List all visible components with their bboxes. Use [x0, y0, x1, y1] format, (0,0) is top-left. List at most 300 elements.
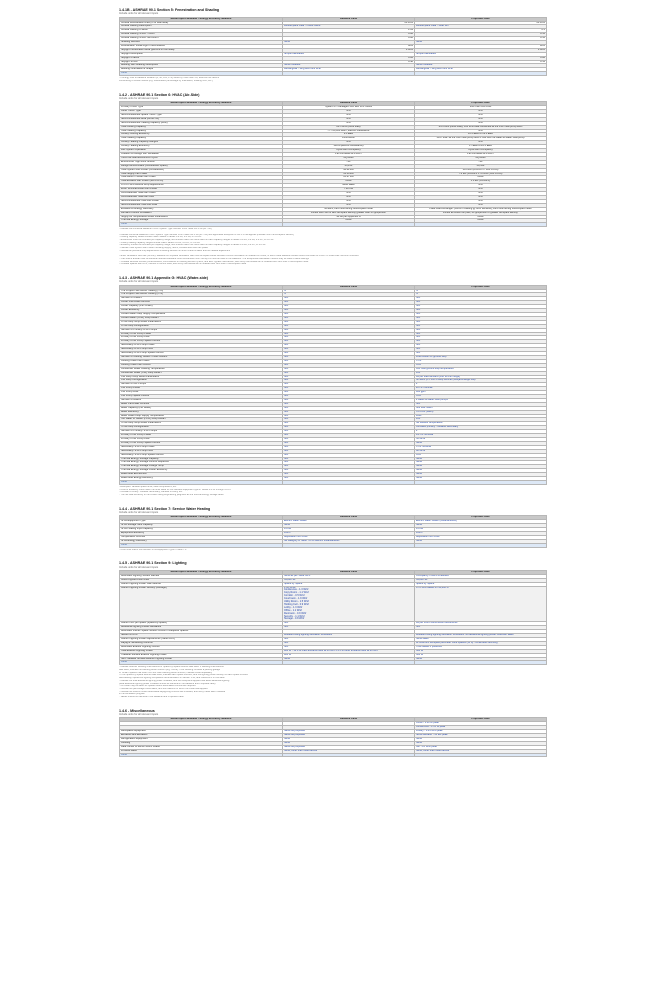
proposed-cell: None	[415, 539, 547, 543]
proposed-cell: N	[415, 293, 547, 297]
proposed-cell: 3 HP	[415, 359, 547, 363]
section-hvac-air	[119, 93, 546, 266]
proposed-cell: N/A	[415, 344, 547, 348]
parameter-cell: Thermal Energy Storage Chiller Efficiency	[120, 469, 283, 473]
baseline-cell: N/A	[283, 457, 415, 461]
baseline-cell: 0.88	[283, 37, 415, 41]
parameter-cell: HVAC Air-side Economizer Cycle	[120, 156, 283, 160]
footnote: ³ Indicate the total additional lighting power modeled, and the exceptions applied that allow additional lighting	[119, 679, 230, 682]
proposed-cell: As per 100% construction documents	[415, 622, 547, 626]
baseline-cell: None	[283, 737, 415, 741]
footnote: ¹ Units must match the relevant SHW Equipment Type in Table 7.8	[119, 548, 187, 551]
baseline-cell: 75F	[283, 160, 415, 164]
proposed-cell: 2	[415, 430, 547, 434]
footnote: ⁴ Efficiencies must be recorded per capacity range, and should match the units used for each capacity ranges in tables 6.8.1A, 6.8.1B, 6.8.1C, or 6.8.1D	[119, 239, 274, 242]
parameter-cell: Secondary HHW Pump Speed Control	[120, 453, 283, 457]
parameter-cell: Primary HHW Pump Speed Control	[120, 441, 283, 445]
baseline-cell: 100% (Electric Resistance)	[283, 145, 415, 149]
baseline-cell: N/A	[283, 320, 415, 324]
parameter-cell: The Project Has District Heating (Y/N)	[120, 289, 283, 293]
proposed-cell: 38,538	[415, 164, 547, 168]
parameter-cell: SHW Heating Input Capacity	[120, 528, 283, 532]
parameter-cell: Economizer High-Limit Shutoff	[120, 160, 283, 164]
proposed-cell: N/A	[415, 328, 547, 332]
header-proposed: Proposed Case	[415, 516, 547, 520]
baseline-cell: 0.86	[283, 56, 415, 60]
parameter-cell: Fenestration Visual Light Transmittance	[120, 44, 283, 48]
parameter-cell: Gross Lighted Floor Area	[120, 578, 283, 582]
baseline-cell: N/A	[283, 355, 415, 359]
baseline-cell: N/A	[283, 313, 415, 317]
header-baseline: Baseline Case	[283, 718, 415, 722]
proposed-cell: As per load demand (35F to 85F range)	[415, 375, 547, 379]
proposed-cell: 2 water-to-water heat pumps	[415, 398, 547, 402]
section-subtitle: Include units for all relevant inputs	[119, 97, 159, 101]
footnote: ¹ Indicate the ASHRAE Baseline HVAC System Type Number From Table G3.1.1B (#1 - #8)	[119, 228, 212, 231]
proposed-cell: Electric water heater (instantaneous)	[415, 520, 547, 524]
table-row	[120, 661, 547, 665]
proposed-cell: N/A	[415, 348, 547, 352]
table-row	[120, 72, 547, 76]
proposed-cell: 75F	[415, 160, 547, 164]
parameter-cell: CW Pump Flow	[120, 391, 283, 395]
baseline-cell: N/A	[283, 117, 415, 121]
header-parameter: Model Input Parameter / Energy Efficiency Measure	[120, 102, 283, 106]
footnote: ⁹ Enter ventilation flow rate (cfm/ft2). Baseline & Proposed ventilation rate must be equal unless Demand Control Ventilation is modeled for credit, in which case Baseline should reflect ASHRAE 62.1-2007 or local code minimum volumes	[119, 255, 359, 258]
baseline-cell	[283, 543, 415, 547]
baseline-cell: 13.27 kW	[283, 176, 415, 180]
proposed-cell: 40%	[415, 44, 547, 48]
proposed-cell: N/A	[415, 203, 547, 207]
proposed-cell: N/A	[415, 626, 547, 630]
parameter-cell: CW Pump Speed Control	[120, 395, 283, 399]
parameter-cell: Hot Water or Steam (HHW) Loop Delta-T	[120, 418, 283, 422]
section-title: 1.4.1B - ASHRAE 90.1 Section 5: Fenestration and Shading	[119, 8, 220, 12]
proposed-cell: None	[415, 219, 547, 223]
parameter-cell: Automatic Interior Space Shutoff Control in Required Spaces	[120, 630, 283, 634]
parameter-cell: Total Exhaust Fan Power (fed to AHU)	[120, 180, 283, 184]
table-row	[120, 543, 547, 547]
baseline-cell: 9.5 EER	[283, 133, 415, 137]
baseline-cell: N/A	[283, 469, 415, 473]
baseline-cell: Dry-Bulb	[283, 156, 415, 160]
baseline-cell: None modeled	[283, 64, 415, 68]
parameter-cell: Demand Control Ventilation	[120, 211, 283, 215]
lpd-proposed-value: 0.78 W/sf based on 34,800 sf	[415, 586, 547, 622]
baseline-cell: Same as proposed	[283, 745, 415, 749]
parameter-cell: CW Pump Power	[120, 387, 283, 391]
footnote: was used, indicate the Building Area Function (e.g. Office). If the Building includes a parking garage	[119, 669, 221, 672]
proposed-cell: 10F	[415, 418, 547, 422]
footnote: ⁷ Indicate Total System Fan Power including supply, return, exhaust and relief fan power	[119, 247, 209, 250]
proposed-cell: N/A	[415, 297, 547, 301]
proposed-cell: 16.3 EER to 19.5 EER	[415, 133, 547, 137]
baseline-cell: 80.5 tons (block load)	[283, 125, 415, 129]
parameter-cell: Temperature Controls	[120, 535, 283, 539]
fenestration-table	[119, 17, 547, 77]
parameter-cell: Unitary Cooling Efficiency	[120, 133, 283, 137]
baseline-cell: 1950 kBtuh	[283, 137, 415, 141]
header-proposed: Proposed Case	[415, 17, 547, 21]
parameter-cell: Semi-conditioned Area (Gross SF)	[120, 117, 283, 121]
baseline-cell: 7.22 kW	[283, 188, 415, 192]
proposed-cell: 10F	[415, 371, 547, 375]
lpd-space-line: 1.02 W/SF	[284, 586, 296, 589]
footnote: ¹⁰ Fan flow & annual must be identical reduced standard motor efficiencies from Vicinity 14 must be used in the Baseline. The exceptional calculation method may be used to allow savings	[119, 257, 309, 260]
parameter-cell: The Project Has District Cooling (Y/N)	[120, 293, 283, 297]
parameter-cell: CHW Loop Configuration	[120, 324, 283, 328]
lpd-method-proposed: Space by Space	[415, 582, 547, 586]
baseline-cell: Adjustable from 120F	[283, 535, 415, 539]
parameter-cell: CW Loop Temp Reset Parameters	[120, 375, 283, 379]
footnote: in the simulation program	[119, 693, 145, 696]
proposed-cell: None	[415, 657, 547, 661]
parameter-cell: Primary HHW Pump Flow	[120, 438, 283, 442]
section-title: 1.4.5 - ASHRAE 90.1 Section 9: Lighting	[119, 561, 187, 566]
proposed-cell: Modeled using lighting utilization schedules. No additional lighting power reduction taken	[415, 634, 547, 638]
baseline-cell: N/A	[283, 375, 415, 379]
baseline-cell: N/A	[283, 301, 415, 305]
parameter-cell: Chilled Water Loop Supply Temperature	[120, 313, 283, 317]
baseline-cell: N/A	[283, 645, 415, 649]
baseline-cell: 13 kW	[283, 528, 415, 532]
baseline-cell: N/A	[283, 379, 415, 383]
baseline-cell: 60%	[283, 44, 415, 48]
parameter-cell: Chiller Efficiency	[120, 309, 283, 313]
header-proposed: Proposed Case	[415, 570, 547, 574]
proposed-cell: N/A	[415, 336, 547, 340]
proposed-cell: N/A	[415, 340, 547, 344]
baseline-cell: 100%	[283, 531, 415, 535]
baseline-cell: None	[283, 180, 415, 184]
proposed-cell: Conference - 1.15 W peak	[415, 726, 547, 730]
proposed-cell: None	[415, 469, 547, 473]
lpd-space-line: Utility Room - 1.5 W/sf	[284, 600, 309, 604]
parameter-cell: SHW Equipment Type	[120, 520, 283, 524]
parameter-cell: Cooling Tower Fan Power	[120, 359, 283, 363]
footnote: Alternatively, upload the lighting compliance documentation in Section 1.10, and reference it in this table	[119, 677, 225, 680]
proposed-cell: N/A	[415, 192, 547, 196]
header-baseline: Baseline Case	[283, 570, 415, 574]
parameter-cell: Other	[120, 543, 283, 547]
parameter-cell: Total Exterior Lighting Power	[120, 649, 283, 653]
proposed-cell: None	[415, 176, 547, 180]
baseline-cell: N/A	[283, 626, 415, 630]
lpd-method-baseline: Space by Space	[283, 582, 415, 586]
footnote: ⁴ The full load efficiency of the chillers using engineering judgment as the thermal energy storage tanks	[119, 494, 224, 496]
parameter-cell: Exhaust Air Energy Recovery	[120, 207, 283, 211]
parameter-cell: Building Self-Shading Description	[120, 64, 283, 68]
proposed-cell: Fluid cooler for ground loop	[415, 355, 547, 359]
header-parameter: Model Input Parameter / Energy Efficiency Measure	[120, 570, 283, 574]
parameter-cell: Number of Cooling Towers / Fluid Coolers	[120, 355, 283, 359]
proposed-cell: 84.9 tons (block load), 100 tons total connected at the VRF heat pump level	[415, 125, 547, 129]
baseline-cell: 1.00%	[283, 48, 415, 52]
baseline-cell	[283, 223, 415, 227]
parameter-cell: Number of Primary CHW Pumps	[120, 328, 283, 332]
proposed-cell: 20 HP nominal	[415, 387, 547, 391]
baseline-cell: N/A	[283, 383, 415, 387]
parameter-cell: Secondary CHW Pump Speed Control	[120, 352, 283, 356]
footnote: ¹ If energy cost to Baseline Rotation (0, 90, 180, 270) varies by more than 5%, describe the factors	[119, 77, 219, 80]
proposed-cell: N/A	[415, 316, 547, 320]
proposed-cell: N/A	[415, 121, 547, 125]
section-notes	[119, 77, 546, 82]
proposed-cell: N/A	[415, 199, 547, 203]
hvac-air-table	[119, 101, 547, 227]
section-title: 1.4.3 - ASHRAE 90.1 Appendix G: HVAC (Water-side)	[119, 276, 208, 281]
footnote: ³ Constant Primary / Variable Secondary, Variable Primary, etc.	[119, 491, 183, 494]
proposed-cell: N/A	[415, 305, 547, 309]
baseline-cell: 31.59 kW	[283, 172, 415, 176]
footnote: ³ Cooling capacity values should match values in tables 6.8.1A, 6.8.1B, or 6.8.1D	[119, 236, 202, 239]
parameter-cell: Skylight Description	[120, 52, 283, 56]
proposed-cell: Office - 1.10 W peak	[415, 722, 547, 726]
lpd-space-line: Lobby - 1.3 W/sf	[284, 605, 303, 609]
parameter-cell: Number of Primary HHW Pumps	[120, 430, 283, 434]
lpd-method-label: Interior Lighting Power Calc Method	[120, 582, 283, 586]
parameter-cell: Supply Air Temperature Reset Parameters	[120, 215, 283, 219]
parameter-cell: HHW Loop Configuration	[120, 426, 283, 430]
header-proposed: Proposed Case	[415, 102, 547, 106]
parameter-cell: Condenser Water Leaving Temperature	[120, 367, 283, 371]
parameter-cell: Thermal Energy Storage	[120, 219, 283, 223]
parameter-cell: Water-side Economizer	[120, 473, 283, 477]
proposed-cell: VFD	[415, 395, 547, 399]
proposed-cell: Zones as shown on plan, 40 ppl/person or greater occupant density	[415, 211, 547, 215]
parameter-cell: Chiller Capacity (Per Chiller)	[120, 305, 283, 309]
parameter-cell: Primary HVAC Type	[120, 106, 283, 110]
baseline-cell: N/A	[283, 641, 415, 645]
baseline-cell: N	[283, 293, 415, 297]
baseline-cell: N/A	[283, 387, 415, 391]
lpd-space-line: Conference - 1.3 W/sf	[284, 588, 309, 592]
proposed-cell	[415, 223, 547, 227]
parameter-cell: Other HVAC Type	[120, 110, 283, 114]
section-fenestration	[119, 8, 546, 83]
lpd-space-line: Courtroom - 1.9 W/sf	[284, 597, 308, 601]
proposed-cell: 5.6 kW (DOAS-1)	[415, 180, 547, 184]
baseline-cell: N/A	[283, 199, 415, 203]
baseline-cell: N/A	[283, 121, 415, 125]
parameter-cell: Automatic Lighting Shutoff Method	[120, 574, 283, 578]
proposed-cell: 3 HP nominal	[415, 445, 547, 449]
baseline-cell: 21.10%	[283, 21, 415, 25]
baseline-cell: N/A	[283, 309, 415, 313]
footnote: ⁴ No credit may be taken for spaces where automated controls are required	[119, 685, 196, 688]
baseline-cell: None	[283, 741, 415, 745]
baseline-cell: None, other than noted above	[283, 749, 415, 753]
baseline-cell: N/A	[283, 438, 415, 442]
section-subtitle: Include units for all relevant inputs	[119, 280, 159, 284]
header-baseline: Baseline Case	[283, 17, 415, 21]
parameter-cell: Design Airflow Rates (Conditioned Space)	[120, 164, 283, 168]
proposed-cell: None, other than noted above	[415, 749, 547, 753]
proposed-cell: 2	[415, 383, 547, 387]
baseline-cell: N/A	[283, 391, 415, 395]
section-notes	[119, 666, 546, 698]
parameter-cell: Boiler Part-Load Controls	[120, 402, 283, 406]
parameter-cell: HHW Loop Temp Reset Parameters	[120, 422, 283, 426]
proposed-cell	[415, 72, 547, 76]
parameter-cell: Skylight U-factor	[120, 56, 283, 60]
header-parameter: Model Input Parameter / Energy Efficiency Measure	[120, 285, 283, 289]
baseline-cell: N/A	[283, 340, 415, 344]
baseline-cell: N/A	[283, 426, 415, 430]
baseline-cell: N/A	[283, 348, 415, 352]
parameter-cell: Data Center & Server Room Loads	[120, 745, 283, 749]
baseline-cell: System 8 - Packaged VAV with PFP boxes	[283, 106, 415, 110]
parameter-cell: Chiller Part-Load Controls	[120, 301, 283, 305]
baseline-cell: N/A	[283, 398, 415, 402]
parameter-cell: Refrigeration equipment	[120, 737, 283, 741]
baseline-cell: N/A	[283, 473, 415, 477]
parameter-cell: Tradable Surface Exterior Lighting Power	[120, 653, 283, 657]
proposed-cell: N/A	[415, 188, 547, 192]
parameter-cell: Zone Terminal Boxes Fan Power	[120, 188, 283, 192]
footnote: ² If the Space-by-Space Method was used, indicate each space function, and the lighting power density for each space function	[119, 674, 249, 677]
parameter-cell: Total Heating Capacity	[120, 137, 283, 141]
table-row	[120, 480, 547, 484]
proposed-cell: 13 kW	[415, 528, 547, 532]
parameter-cell: Thermal Energy Storage Capacity	[120, 457, 283, 461]
lpd-space-line: Office - 1.1 W/sf	[284, 608, 302, 612]
baseline-cell: N/A	[283, 453, 415, 457]
parameter-cell: Interior LPD per space (Space-by-Space)	[120, 622, 283, 626]
proposed-cell: 100%	[415, 531, 547, 535]
parameter-cell: Secondary CHW Pump Power	[120, 344, 283, 348]
proposed-cell: Simple calculation	[415, 52, 547, 56]
baseline-cell: N/A	[283, 622, 415, 626]
parameter-cell: Daylight Harvesting Controls	[120, 641, 283, 645]
baseline-cell: N/A	[283, 410, 415, 414]
baseline-cell: Modeled using lighting utilization schedules	[283, 634, 415, 638]
footnote: ² Units of efficiency must match the units listed for the relevant equipment type in Tables 6.8.1F through 6.8.1J	[119, 488, 231, 491]
parameter-cell: Other	[120, 480, 283, 484]
proposed-cell: 0.53	[415, 33, 547, 37]
proposed-cell: N/A	[415, 141, 547, 145]
footnote: ⁸ Indicate all pressure drop adjustments including devices for which credit is taken and the related adjustment	[119, 249, 231, 252]
parameter-cell: Chilled Water (CHW) Loop Delta-T	[120, 316, 283, 320]
proposed-cell: 18.6 kW (DOAS-1 + VRF FCUs)	[415, 168, 547, 172]
proposed-cell: 80 GPM	[415, 449, 547, 453]
baseline-cell: None	[283, 524, 415, 528]
proposed-cell: N/A	[415, 184, 547, 188]
parameter-cell: 6.5.3.1.1B Pressure Drop Adjustments	[120, 184, 283, 188]
baseline-cell: Per ASHRAE 62.1-2007	[283, 153, 415, 157]
parameter-cell: Primary CHW Pump Flow	[120, 336, 283, 340]
footnote: ¹² Indicate spaces with DCV, method of control used, and verify that outside air is modeled with zero flow in unoccupied mode	[119, 263, 247, 266]
baseline-cell: N/A	[283, 305, 415, 309]
proposed-cell: N/A	[415, 129, 547, 133]
proposed-cell: 0.86	[415, 56, 547, 60]
baseline-cell: 0.88	[283, 33, 415, 37]
lpd-label: Interior Lighting Power Density (Average)	[120, 586, 283, 622]
parameter-cell: Receptacle equipment	[120, 730, 283, 734]
proposed-cell: None	[415, 41, 547, 45]
baseline-cell: N/A	[283, 336, 415, 340]
baseline-cell: <= 780,000 Btu/h, Electric Resistance	[283, 129, 415, 133]
proposed-cell: 0.5	[415, 29, 547, 33]
proposed-cell: 300 W	[415, 649, 547, 653]
parameter-cell: Number of Boilers	[120, 398, 283, 402]
proposed-cell: N/A	[415, 113, 547, 117]
misc-table	[119, 717, 547, 757]
proposed-cell: Occupancy + BMS schedules	[415, 574, 547, 578]
baseline-cell: N/A	[283, 192, 415, 196]
parameter-cell: Unconditioned Total Fan Power	[120, 192, 283, 196]
baseline-cell: N/A	[283, 445, 415, 449]
table-row	[120, 753, 547, 757]
baseline-cell: N/A	[283, 422, 415, 426]
proposed-cell	[415, 661, 547, 665]
footnote: or Tenant Spaces that differ from the main Building Area Function, indicate those separately	[119, 671, 212, 674]
parameter-cell: Number of Chillers	[120, 297, 283, 301]
proposed-cell: N/A	[415, 324, 547, 328]
proposed-cell: 1/2 HP nominal	[415, 434, 547, 438]
baseline-cell: None as per Table G3.1	[283, 574, 415, 578]
lpd-baseline-list	[283, 586, 415, 622]
lpd-space-line: Restroom - 0.9 W/sf	[284, 611, 307, 615]
proposed-cell: None	[415, 524, 547, 528]
footnote: ² Indicate ASHRAE Baseline HVAC System Type Number From Table G3.1.1B (#1 - #8) and applicable exception to G3.1.1 that applies (indicate from the exception section)	[119, 233, 294, 236]
proposed-cell: VFD	[415, 453, 547, 457]
proposed-cell: None modeled	[415, 64, 547, 68]
parameter-cell: Total Cooling Capacity	[120, 125, 283, 129]
proposed-cell: N/A	[415, 313, 547, 317]
baseline-cell: Same as proposed	[283, 734, 415, 738]
footnote: ⁶ Indicate the exterior where automated daylighting controls are included, and verify these were modeled	[119, 690, 226, 693]
parameter-cell: Vertical Glazing SHGC Non-North	[120, 37, 283, 41]
baseline-cell: None taken	[283, 184, 415, 188]
section-title: 1.4.2 - ASHRAE 90.1 Section 6: HVAC (Air-Side)	[119, 92, 200, 97]
baseline-cell: N/A	[283, 195, 415, 199]
lighting-table	[119, 570, 547, 665]
header-parameter: Model Input Parameter / Energy Efficiency Measure	[120, 718, 283, 722]
baseline-cell: N/A	[283, 434, 415, 438]
section-service-water	[119, 507, 546, 552]
parameter-cell: Total Return / Relief Fan Power	[120, 176, 283, 180]
baseline-cell: N/A	[283, 141, 415, 145]
baseline-cell	[283, 72, 415, 76]
baseline-cell: No ERV, Zero flow during unoccupied mode	[283, 207, 415, 211]
proposed-cell: N/A	[415, 352, 547, 356]
proposed-cell: None	[415, 737, 547, 741]
hvac-water-table	[119, 285, 547, 485]
baseline-cell: N/A	[283, 477, 415, 481]
table-row	[120, 586, 547, 622]
baseline-cell: N/A	[283, 332, 415, 336]
baseline-cell: N/A	[283, 406, 415, 410]
parameter-cell: Outdoor Air Design Min Ventilation	[120, 153, 283, 157]
proposed-cell: Plate heat exchanger (100% if building @ 80% sensible), Zero flow during unoccupied mode	[415, 207, 547, 211]
proposed-cell: Per ASHRAE 62.1-2007	[415, 153, 547, 157]
parameter-cell: Semi-conditioned Heating Capacity (Btuh)	[120, 121, 283, 125]
parameter-cell: Vertical Glazing Description	[120, 25, 283, 29]
section-subtitle: Include units for all relevant inputs	[119, 713, 159, 717]
baseline-cell	[283, 753, 415, 757]
parameter-cell: Primary CHW Pump Power	[120, 332, 283, 336]
proposed-cell: No outdoor temperature	[415, 422, 547, 426]
parameter-cell: Other	[120, 223, 283, 227]
section-notes	[119, 228, 546, 266]
baseline-cell: N/A	[283, 110, 415, 114]
baseline-cell: N/A	[283, 316, 415, 320]
baseline-cell: Rectangular - long axis runs W-E	[283, 68, 415, 72]
baseline-cell: 480 W	[283, 653, 415, 657]
header-parameter: Model Input Parameter / Energy Efficiency Measure	[120, 17, 283, 21]
section-notes	[119, 549, 546, 552]
